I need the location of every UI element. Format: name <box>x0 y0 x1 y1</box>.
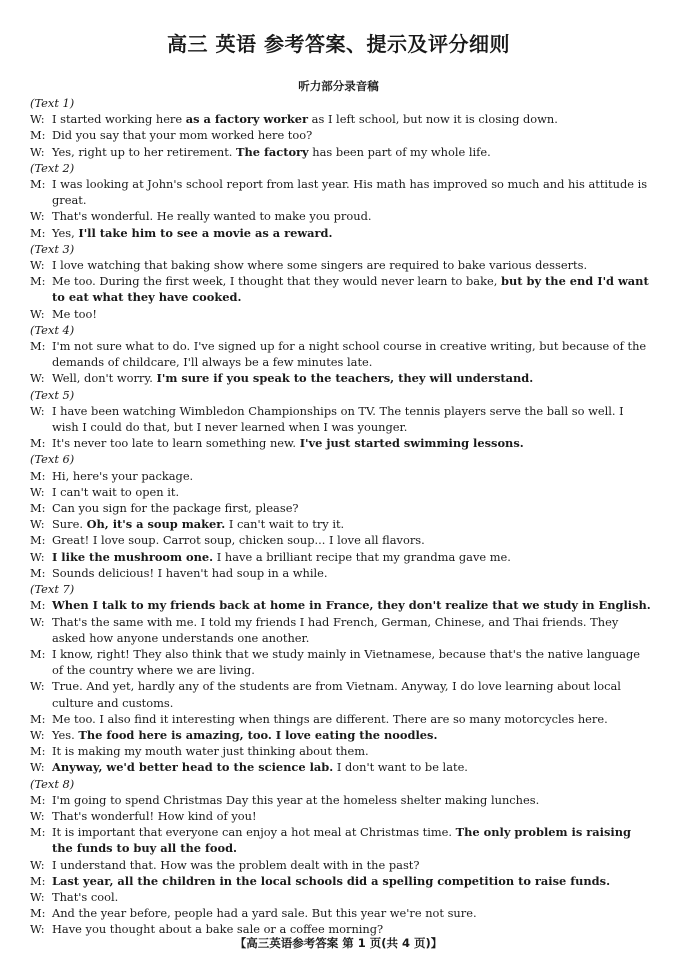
dialogue-line <box>30 873 652 889</box>
speaker-label: M: <box>30 468 46 483</box>
speaker-label: W: <box>30 209 45 224</box>
dialogue-text: Yes, <box>52 225 79 240</box>
dialogue-line <box>30 468 652 484</box>
speaker-label: W: <box>30 306 45 321</box>
answer-highlight: I like the mushroom one. <box>52 549 214 564</box>
dialogue-text: True. And yet, hardly any of the students are from Vietnam. Anyway, I do love learning about local culture and customs. <box>52 679 621 710</box>
text-heading: (Text 5) <box>30 387 75 402</box>
speaker-label: W: <box>30 727 45 742</box>
dialogue-text: I love watching that baking show where some singers are required to bake various desserts. <box>52 258 588 273</box>
answer-highlight: I'll take him to see a movie as a reward. <box>78 225 333 240</box>
answer-highlight: The only problem is raising the funds to buy all the food. <box>52 825 631 856</box>
dialogue-line <box>30 565 652 581</box>
text-heading: (Text 3) <box>30 241 75 256</box>
speaker-label: W: <box>30 371 45 386</box>
dialogue-text: Can you sign for the package first, please? <box>52 501 299 516</box>
dialogue-text: That's wonderful! How kind of you! <box>52 808 257 823</box>
speaker-label: M: <box>30 177 46 192</box>
answer-highlight: I'm sure if you speak to the teachers, they will understand. <box>156 371 534 386</box>
text-heading: (Text 7) <box>30 582 75 597</box>
speaker-label: W: <box>30 144 45 159</box>
answer-highlight: The factory <box>236 144 309 159</box>
speaker-label: W: <box>30 922 45 937</box>
dialogue-text: Hi, here's your package. <box>52 468 194 483</box>
speaker-label: W: <box>30 760 45 775</box>
dialogue-line <box>30 808 652 824</box>
speaker-label: W: <box>30 549 45 564</box>
dialogue-line <box>30 711 652 727</box>
page-title: 高三 英语 参考答案、提示及评分细则 <box>167 32 510 56</box>
dialogue-text: That's cool. <box>52 889 119 904</box>
dialogue-text: as I left school, but now it is closing down. <box>308 112 558 127</box>
speaker-label: W: <box>30 614 45 629</box>
dialogue-line <box>30 759 652 775</box>
answer-highlight: Anyway, we'd better head to the science lab. <box>52 760 334 775</box>
dialogue-text: I'm going to spend Christmas Day this year at the homeless shelter making lunches. <box>52 792 540 807</box>
dialogue-text: Me too. I also find it interesting when things are different. There are so many motorcycles here. <box>52 711 608 726</box>
dialogue-text: Me too. During the first week, I thought that they would never learn to bake, <box>52 274 501 289</box>
dialogue-line <box>30 889 652 905</box>
dialogue-line <box>30 743 652 759</box>
speaker-label: M: <box>30 744 46 759</box>
speaker-label: W: <box>30 112 45 127</box>
answer-highlight: but by the end I'd want to eat what they have cooked. <box>52 274 649 305</box>
dialogue-line <box>30 257 652 273</box>
speaker-label: M: <box>30 598 46 613</box>
dialogue-line <box>30 500 652 516</box>
dialogue-text: It's never too late to learn something new. <box>52 436 300 451</box>
dialogue-line <box>30 225 652 241</box>
dialogue-line <box>30 403 652 435</box>
dialogue-text: I started working here <box>52 112 186 127</box>
answer-highlight: I've just started swimming lessons. <box>299 436 524 451</box>
dialogue-line <box>30 484 652 500</box>
speaker-label: M: <box>30 646 46 661</box>
answer-highlight: Oh, it's a soup maker. <box>86 517 226 532</box>
dialogue-text: That's the same with me. I told my friends I had French, German, Chinese, and Thai friends. They asked how anyone understands one another. <box>52 614 619 645</box>
dialogue-line <box>30 646 652 678</box>
dialogue-line <box>30 727 652 743</box>
dialogue-text: I know, right! They also think that we study mainly in Vietnamese, because that's the native language of the country where we are living. <box>52 646 640 678</box>
dialogue-text: I'm not sure what to do. I've signed up for a night school course in creative writing, but because of the demands of childcare, I'll always be a few minutes late. <box>52 339 647 370</box>
dialogue-text: I was looking at John's school report from last year. His math has improved so much and his attitude is great. <box>52 177 648 208</box>
dialogue-line <box>30 857 652 873</box>
dialogue-line <box>30 144 652 160</box>
dialogue-text: I understand that. How was the problem dealt with in the past? <box>52 857 420 872</box>
speaker-label: M: <box>30 711 46 726</box>
page-footer: 【高三英语参考答案 第 1 页(共 4 页)】 <box>234 936 443 950</box>
dialogue-text: I don't want to be late. <box>333 760 468 775</box>
answer-highlight: Last year, all the children in the local schools did a spelling competition to raise funds. <box>52 873 611 888</box>
speaker-label: W: <box>30 484 45 499</box>
speaker-label: W: <box>30 808 45 823</box>
dialogue-text: I can't wait to open it. <box>52 484 180 499</box>
dialogue-text: Sounds delicious! I haven't had soup in a while. <box>52 565 328 580</box>
speaker-label: W: <box>30 258 45 273</box>
dialogue-line <box>30 549 652 565</box>
speaker-label: W: <box>30 403 45 418</box>
dialogue-line <box>30 792 652 808</box>
text-heading: (Text 1) <box>30 96 75 110</box>
dialogue-text: I have been watching Wimbledon Championships on TV. The tennis players serve the ball so well. I wish I could do that, but I never learned when I was younger. <box>52 403 624 435</box>
answer-highlight: When I talk to my friends back at home in France, they don't realize that we study in English. <box>52 598 651 613</box>
dialogue-text: Yes, right up to her retirement. <box>52 144 237 159</box>
speaker-label: M: <box>30 436 46 451</box>
text-heading: (Text 8) <box>30 776 75 791</box>
dialogue-text: It is important that everyone can enjoy a hot meal at Christmas time. <box>52 825 456 840</box>
speaker-label: W: <box>30 517 45 532</box>
dialogue-line <box>30 306 652 322</box>
dialogue-line <box>30 208 652 224</box>
dialogue-text: Sure. <box>52 517 87 532</box>
dialogue-line <box>30 370 652 386</box>
dialogue-text: Great! I love soup. Carrot soup, chicken soup... I love all flavors. <box>52 533 425 548</box>
dialogue-text: I can't wait to try it. <box>225 517 345 532</box>
dialogue-line <box>30 532 652 548</box>
dialogue-line <box>30 435 652 451</box>
speaker-label: W: <box>30 889 45 904</box>
speaker-label: W: <box>30 679 45 694</box>
speaker-label: M: <box>30 533 46 548</box>
dialogue-text: Well, don't worry. <box>52 371 157 386</box>
dialogue-text: That's wonderful. He really wanted to make you proud. <box>52 209 372 224</box>
dialogue-text: I have a brilliant recipe that my grandma gave me. <box>213 549 511 564</box>
speaker-label: M: <box>30 906 46 921</box>
speaker-label: M: <box>30 792 46 807</box>
dialogue-text: Have you thought about a bake sale or a coffee morning? <box>52 922 384 937</box>
speaker-label: M: <box>30 225 46 240</box>
dialogue-text: Yes. <box>52 727 79 742</box>
section-heading: 听力部分录音稿 <box>298 79 379 93</box>
dialogue-line <box>30 176 652 208</box>
speaker-label: M: <box>30 873 46 888</box>
dialogue-text: has been part of my whole life. <box>308 144 491 159</box>
dialogue-line <box>30 614 652 646</box>
dialogue-text: It is making my mouth water just thinking about them. <box>52 744 369 759</box>
speaker-label: M: <box>30 501 46 516</box>
dialogue-line <box>30 273 652 305</box>
dialogue-line <box>30 127 652 143</box>
dialogue-line <box>30 111 652 127</box>
text-heading: (Text 4) <box>30 322 75 337</box>
listening-transcript <box>30 95 652 938</box>
speaker-label: M: <box>30 128 46 143</box>
dialogue-text: Me too! <box>52 306 97 321</box>
speaker-label: M: <box>30 339 46 354</box>
speaker-label: W: <box>30 857 45 872</box>
dialogue-line <box>30 597 652 613</box>
dialogue-line <box>30 824 652 856</box>
speaker-label: M: <box>30 565 46 580</box>
text-heading: (Text 6) <box>30 452 75 467</box>
text-heading: (Text 2) <box>30 160 75 175</box>
dialogue-text: And the year before, people had a yard sale. But this year we're not sure. <box>52 906 477 921</box>
dialogue-line <box>30 905 652 921</box>
dialogue-line <box>30 516 652 532</box>
speaker-label: M: <box>30 825 46 840</box>
dialogue-text: Did you say that your mom worked here too? <box>52 128 313 143</box>
answer-highlight: as a factory worker <box>185 112 309 127</box>
dialogue-line <box>30 678 652 710</box>
answer-highlight: The food here is amazing, too. I love eating the noodles. <box>78 727 438 742</box>
dialogue-line <box>30 338 652 370</box>
speaker-label: M: <box>30 274 46 289</box>
